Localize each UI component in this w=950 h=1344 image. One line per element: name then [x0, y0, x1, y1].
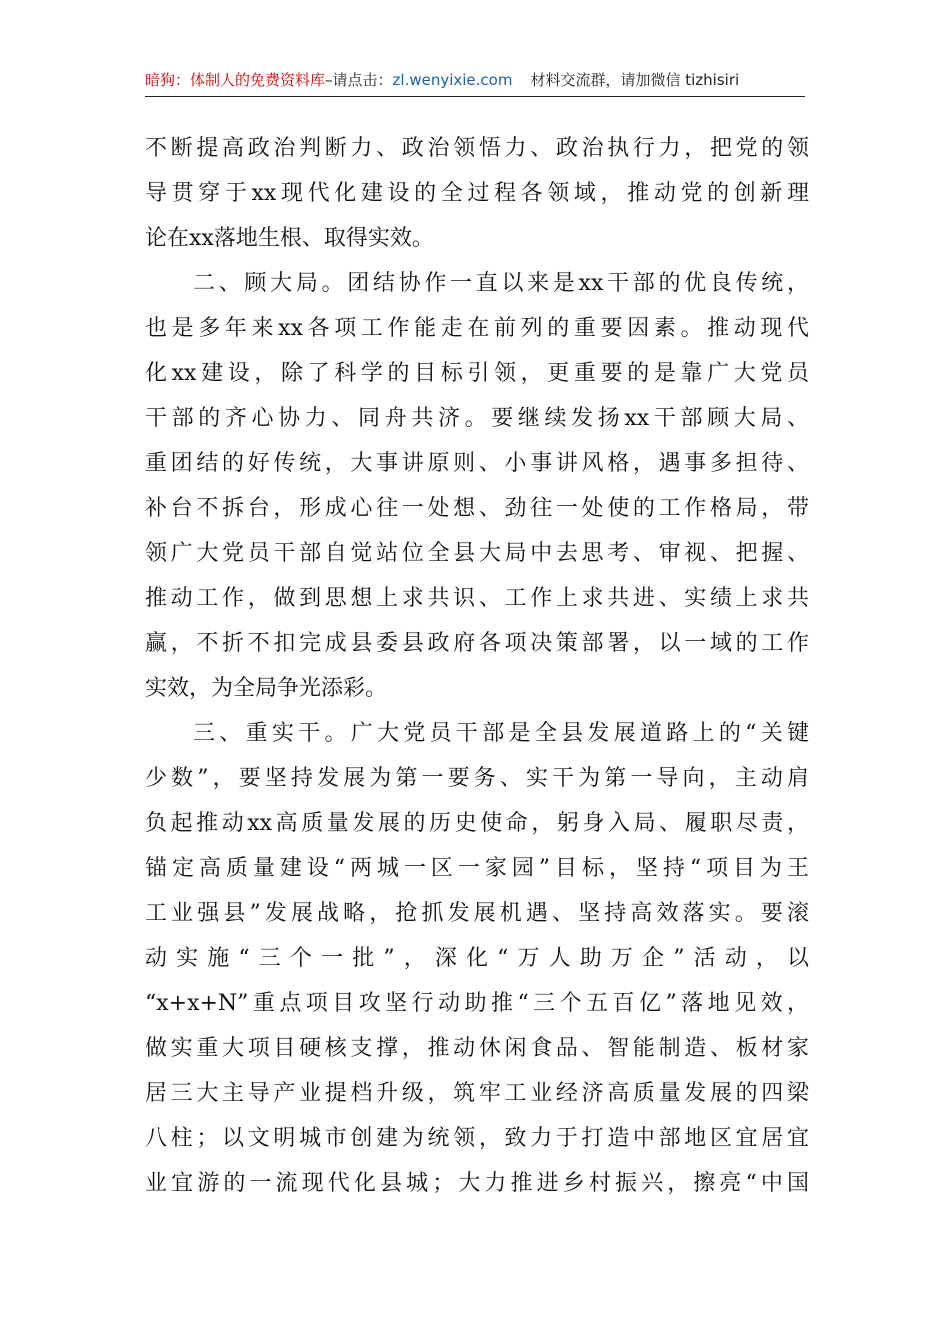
body-line: 重团结的好传统，大事讲原则、小事讲风格，遇事多担待、 [145, 451, 809, 476]
body-line: 少数”，要坚持发展为第一要务、实干为第一导向，主动肩 [145, 766, 809, 791]
body-line: 不断提高政治判断力、政治领悟力、政治执行力，把党的领 [145, 136, 809, 161]
body-line: 补台不拆台，形成心往一处想、劲往一处使的工作格局，带 [145, 496, 809, 521]
section-heading-line: 二、顾大局。团结协作一直以来是xx干部的优良传统， [193, 271, 809, 296]
body-line: 化xx建设，除了科学的目标引领，更重要的是靠广大党员 [145, 361, 809, 386]
body-line: 赢，不折不扣完成县委县政府各项决策部署，以一域的工作 [145, 631, 809, 656]
body-line: 推动工作，做到思想上求共识、工作上求共进、实绩上求共 [145, 586, 809, 611]
body-line: 八柱；以文明城市创建为统领，致力于打造中部地区宜居宜 [145, 1126, 809, 1151]
body-line: 居三大主导产业提档升级，筑牢工业经济高质量发展的四梁 [145, 1081, 809, 1106]
body-line: 负起推动xx高质量发展的历史使命，躬身入局、履职尽责， [145, 811, 809, 836]
body-line: 锚定高质量建设“两城一区一家园”目标，坚持“项目为王 [145, 856, 809, 881]
body-line: 业宜游的一流现代化县城；大力推进乡村振兴，擦亮“中国 [145, 1171, 809, 1196]
header-click-prompt: –请点击： [325, 71, 393, 89]
body-line: 干部的齐心协力、同舟共济。要继续发扬xx干部顾大局、 [145, 406, 809, 431]
body-line: 工业强县”发展战略，抢抓发展机遇、坚持高效落实。要滚 [145, 901, 809, 926]
header-link[interactable]: zl.wenyixie.com [392, 71, 513, 89]
body-line: 论在xx落地生根、取得实效。 [145, 226, 434, 251]
header-wechat-note: 材料交流群，请加微信 tizhisiri [530, 71, 740, 89]
page-header [145, 68, 805, 97]
section-heading-line: 三、重实干。广大党员干部是全县发展道路上的“关键 [193, 721, 809, 746]
header-site-name: 暗狗：体制人的免费资料库 [145, 71, 326, 89]
body-line: 领广大党员干部自觉站位全县大局中去思考、审视、把握、 [145, 541, 809, 566]
body-line: “x+x+N”重点项目攻坚行动助推“三个五百亿”落地见效， [145, 991, 809, 1016]
body-line: 动实施“三个一批”，深化“万人助万企”活动，以 [145, 946, 809, 971]
body-line: 实效，为全局争光添彩。 [145, 676, 388, 701]
document-body [145, 126, 809, 1206]
body-line: 导贯穿于xx现代化建设的全过程各领域，推动党的创新理 [145, 181, 809, 206]
body-line: 也是多年来xx各项工作能走在前列的重要因素。推动现代 [145, 316, 809, 341]
body-line: 做实重大项目硬核支撑，推动休闲食品、智能制造、板材家 [145, 1036, 809, 1061]
